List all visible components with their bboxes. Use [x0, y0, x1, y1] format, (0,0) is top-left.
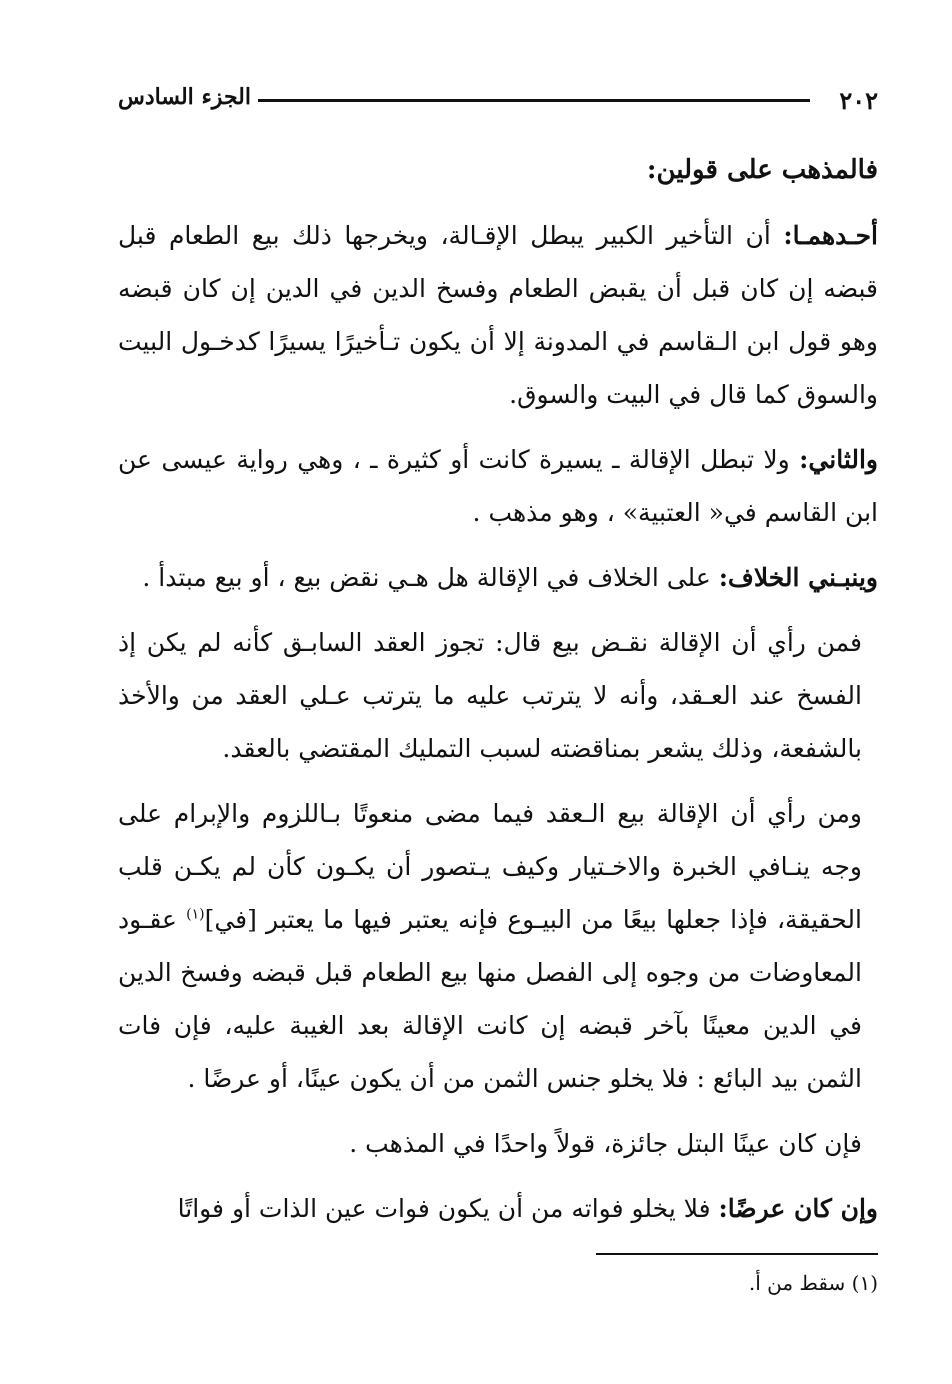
paragraph-second-opinion: [118, 433, 878, 539]
section-heading-text: فالمذهب على قولين:: [646, 155, 878, 185]
page-header: [118, 82, 878, 122]
main-text: [118, 143, 878, 1247]
paragraph-sale-view: [118, 787, 878, 1105]
paragraph-if-cash: [118, 1117, 878, 1170]
paragraph-lead: وإن كان عرضًا:: [718, 1194, 878, 1223]
paragraph-if-goods: [118, 1182, 878, 1235]
paragraph-text: ولا تبطل الإقالة ـ يسيرة كانت أو كثيرة ـ ، وهي رواية عيسى عن ابن القاسم في« العتبية» ، وهو مذهب .: [118, 445, 878, 527]
paragraph-text: فلا يخلو فواته من أن يكون فوات عين الذات أو فواتًا: [177, 1194, 719, 1223]
paragraph-lead: وينبـني الخلاف:: [718, 563, 878, 592]
paragraph-annulment-view: [118, 616, 878, 775]
footnote-reference[interactable]: (١): [186, 906, 205, 923]
header-rule: [258, 99, 810, 102]
paragraph-text: أن التأخير الكبير يبطل الإقـالة، ويخرجها ذلك بيع الطعام قبل قبضه إن كان قبل أن يقبض الطعام وفسخ الدين في الدين إن كان قبضه وهو قول ابن الـقاسم في المدونة إلا أن يكون تـأخيرًا يسيرًا كدخـول البيت والسوق كما قال في البيت والسوق.: [118, 221, 878, 409]
paragraph-text: ومن رأي أن الإقالة بيع الـعقد فيما مضى منعوتًا بـاللزوم والإبرام على وجه ينـافي الخبرة والاخـتيار وكيف يـتصور أن يكـون كأن لم يكـن قلب الحقيقة، فإذا جعلها بيعًا من البيـوع فإنه يعتبر فيها ما يعتبر [في]: [118, 799, 862, 934]
paragraph-lead: والثاني:: [799, 445, 878, 474]
paragraph-text: فإن كان عينًا البتل جائزة، قولاً واحدًا في المذهب .: [349, 1129, 862, 1158]
section-heading: [118, 143, 878, 197]
paragraph-basis-of-dispute: [118, 551, 878, 604]
paragraph-text: فمن رأي أن الإقالة نقـض بيع قال: تجوز العقد السابـق كأنه لم يكن إذ الفسخ عند العـقد، وأنه لا يترتب عليه ما يترتب عـلي العقد من والأخذ بالشفعة، وذلك يشعر بمناقضته لسبب التمليك المقتضي بالعقد.: [118, 628, 862, 763]
footnote: (١) سقط من أ.: [748, 1271, 878, 1295]
paragraph-text: عقـود المعاوضات من وجوه إلى الفصل منها بيع الطعام قبل قبضه وفسخ الدين في الدين معينًا بآخر قبضه إن كانت الإقالة بعد الغيبة عليه، فإن فات الثمن بيد البائع : فلا يخلو جنس الثمن من أن يكون عينًا، أو عرضًا .: [118, 905, 862, 1093]
footnote-rule: [596, 1253, 878, 1255]
paragraph-text: على الخلاف في الإقالة هل هـي نقض بيع ، أو بيع مبتدأ .: [142, 563, 719, 592]
page-number: ٢٠٢: [839, 86, 878, 115]
paragraph-lead: أحـدهمـا:: [783, 221, 878, 250]
running-title: الجزء السادس: [118, 84, 251, 110]
paragraph-first-opinion: [118, 209, 878, 421]
